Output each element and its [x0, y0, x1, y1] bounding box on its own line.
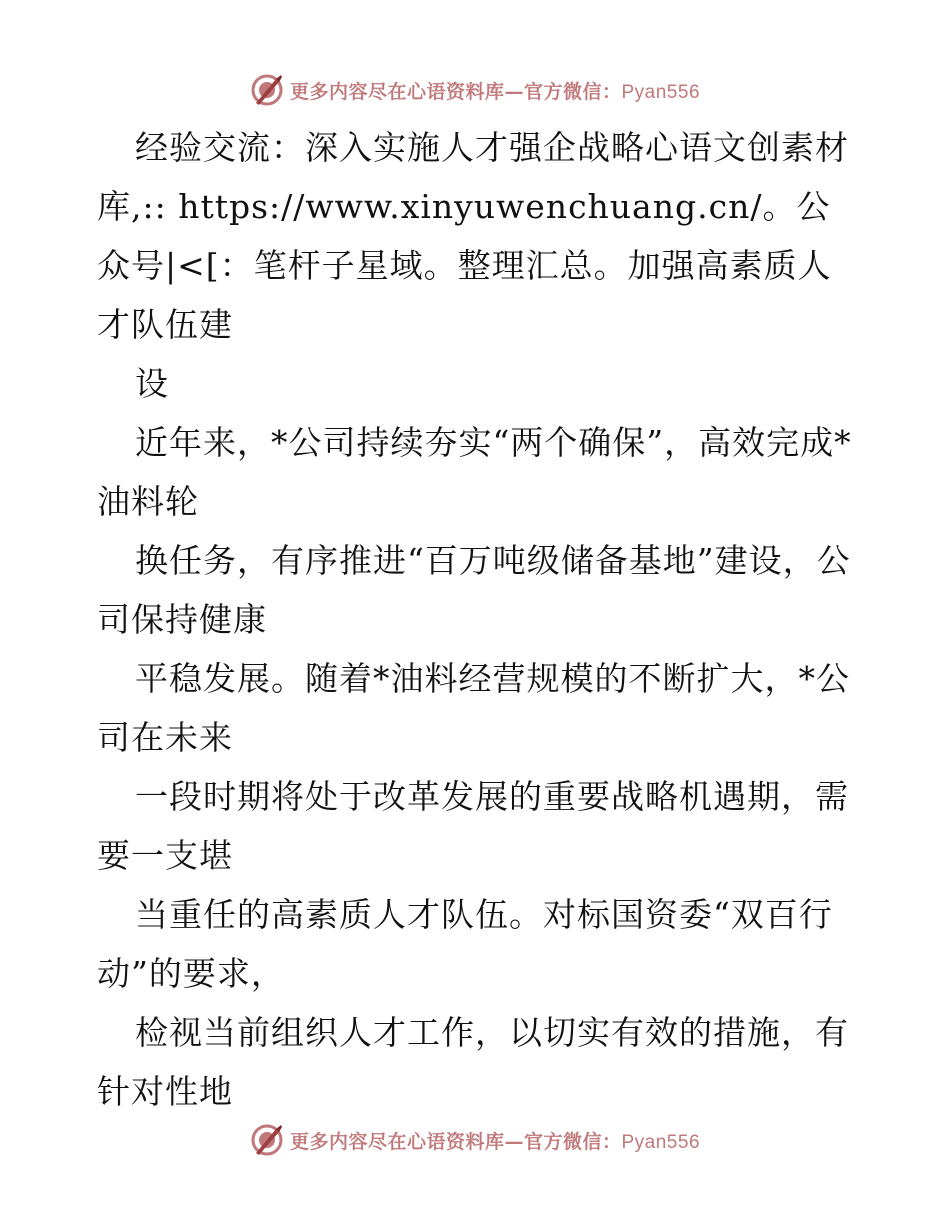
- footer-banner: [0, 1120, 950, 1160]
- footer-banner-text: [290, 1127, 700, 1154]
- document-body: [97, 118, 857, 1121]
- paragraph: 检视当前组织人才工作，以切实有效的措施，有针对性地: [97, 1013, 849, 1111]
- banner-label: 更多内容尽在心语资料库—官方微信：: [289, 80, 622, 103]
- paragraph: 设: [134, 364, 169, 403]
- paragraph: 一段时期将处于改革发展的重要战略机遇期，需要一支堪: [97, 777, 849, 875]
- banner-wechat-id: Pyan556: [621, 1131, 701, 1153]
- header-banner-text: [290, 77, 700, 104]
- banner-label: 更多内容尽在心语资料库—官方微信：: [289, 1130, 622, 1153]
- paragraph: 换任务，有序推进“百万吨级储备基地”建设，公司保持健康: [97, 541, 851, 639]
- header-banner: [0, 70, 950, 110]
- pen-logo-icon: [250, 1123, 284, 1157]
- paragraph: 经验交流：深入实施人才强企战略心语文创素材库,:: https://www.xinyuwenchuang.cn/。公众号|<[：笔杆子星域。整理汇总。加强高素质人才队伍建: [97, 128, 849, 344]
- paragraph: 近年来，*公司持续夯实“两个确保”，高效完成*油料轮: [97, 423, 852, 521]
- paragraph: 平稳发展。随着*油料经营规模的不断扩大，*公司在未来: [97, 659, 850, 757]
- banner-wechat-id: Pyan556: [621, 81, 701, 103]
- pen-logo-icon: [250, 73, 284, 107]
- footer-banner-content: [250, 1123, 700, 1157]
- header-banner-content: [250, 73, 700, 107]
- paragraph: 当重任的高素质人才队伍。对标国资委“双百行动”的要求，: [97, 895, 833, 993]
